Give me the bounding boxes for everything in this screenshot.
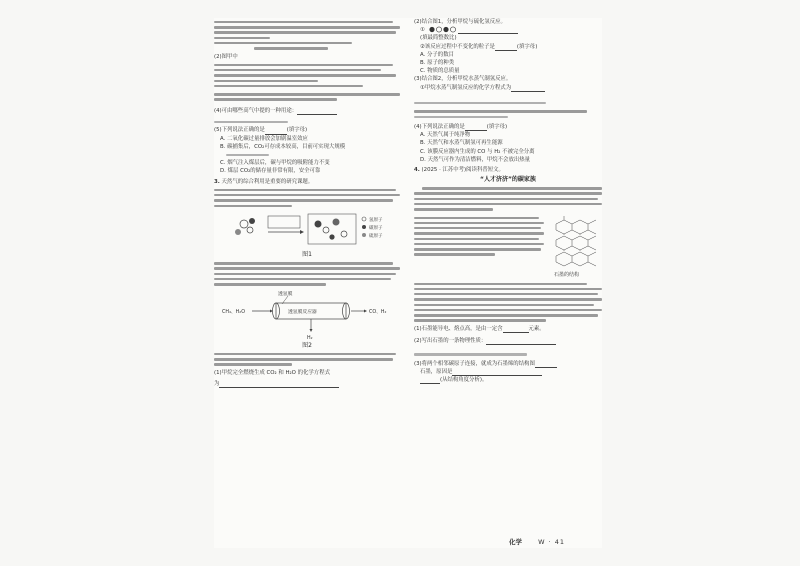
question-3-part-1: (1)甲烷完全燃烧生成 CO₂ 和 H₂O 的化学方程式	[214, 369, 330, 376]
legend-carbon: 碳原子	[369, 225, 383, 231]
legend-hydrogen: 氢原子	[369, 217, 383, 223]
question-3-part-2-i: ①	[414, 26, 602, 34]
question-4-part-1: (1)石墨能导电、熔点高，是由一定含 元素。	[414, 325, 545, 332]
option-2-5-a: A. 二氧化碳过量排放会加剧温室效应	[220, 135, 308, 142]
option-3-4-c: C. 该膜反应器内生成的 CO 与 H₂ 不被完全分离	[420, 148, 535, 155]
question-4-intro: 4. (2025 · 江苏中考)阅读科普短文。	[414, 166, 504, 173]
question-4-part-3-b: 石墨，原因是	[414, 368, 602, 376]
hydrogen-output: H₂	[307, 335, 313, 341]
molecule-symbols	[427, 26, 457, 33]
graphite-caption: 石墨的结构	[554, 271, 580, 278]
question-3-intro: 3. 天然气的综合利用是重要的研究课题。	[214, 178, 314, 185]
reactor-input: CH₄、H₂O	[222, 309, 245, 315]
question-4-part-3-c: (从结构角度分析)。	[414, 376, 602, 384]
page-number: W · 41	[538, 538, 565, 546]
worksheet	[214, 18, 602, 548]
question-3-part-4: (4)下列说法正确的是 (填字母)	[414, 123, 508, 130]
figure-2	[214, 289, 400, 341]
figure-1-caption: 图1	[302, 250, 312, 258]
reactor-label: 透氢膜反应器	[288, 309, 317, 315]
option-3-4-b: B. 天然气和水蒸气制氢可再生能源	[420, 140, 503, 147]
question-2-part-5: (5)下列说法正确的是 (填字母)	[214, 127, 308, 134]
question-4-part-3: (3)将两个相邻碳原子连接，就成为石墨烯的结构图	[414, 360, 602, 368]
left-column	[214, 18, 400, 388]
right-column	[414, 18, 602, 384]
graphite-section	[414, 214, 602, 280]
question-2-part-2: (2)图甲中	[214, 53, 238, 60]
option-2-5-c: C. 烟气注入煤层后，碳与甲烷的吸附能力不变	[220, 160, 330, 167]
article-title: “人才济济”的碳家族	[480, 176, 536, 184]
figure-2-caption: 图2	[302, 341, 312, 349]
option-3-2-a: A. 分子的数目	[420, 51, 454, 58]
reactor-output: CO、H₂	[369, 309, 387, 315]
figure-1	[214, 210, 400, 250]
question-3-part-2-tag: (填最简整数比)	[420, 35, 457, 42]
question-4-number: 4.	[414, 166, 420, 173]
legend-sulfur: 硫原子	[369, 233, 383, 239]
question-3-part-3-i: ①甲烷水蒸气制氢反应的化学方程式为	[414, 84, 602, 92]
subject-label: 化学	[509, 538, 522, 546]
graphite-structure-figure	[550, 216, 602, 270]
option-2-5-d: D. 煤层 CO₂的储存量非常有限，安全可靠	[220, 168, 321, 175]
option-3-4-d: D. 天然气可作为清洁燃料，甲烷不会放出热量	[420, 156, 531, 163]
membrane-label: 透氢膜	[278, 291, 293, 297]
question-3-part-3: (3)结合图2，分析甲烷水蒸气制氢反应。	[414, 76, 512, 83]
question-3-part-2-ii: ②该反应过程中不变化的粒子是 (填字母)	[420, 43, 538, 50]
figure-2-diagram	[214, 289, 400, 341]
question-3-part-2: (2)结合图1，分析甲烷与硫化氢反应。	[414, 19, 506, 25]
question-3-part-1-answer: 为	[214, 380, 400, 388]
option-3-4-a: A. 天然气属于纯净物	[420, 132, 471, 139]
question-4-part-2: (2)写出石墨的一条物理性质：	[414, 337, 602, 345]
option-3-2-c: C. 物质的总质量	[420, 68, 460, 75]
option-2-5-b: B. 碳捕集后，CO₂可存成本较高，目前可实现大规模	[220, 143, 346, 150]
option-3-2-b: B. 原子的种类	[420, 60, 455, 67]
page-footer	[509, 537, 565, 546]
question-2-part-4: (4)可由哪些高气中提的一种用途：	[214, 107, 400, 115]
question-3-number: 3.	[214, 178, 220, 185]
figure-1-diagram	[214, 210, 400, 250]
